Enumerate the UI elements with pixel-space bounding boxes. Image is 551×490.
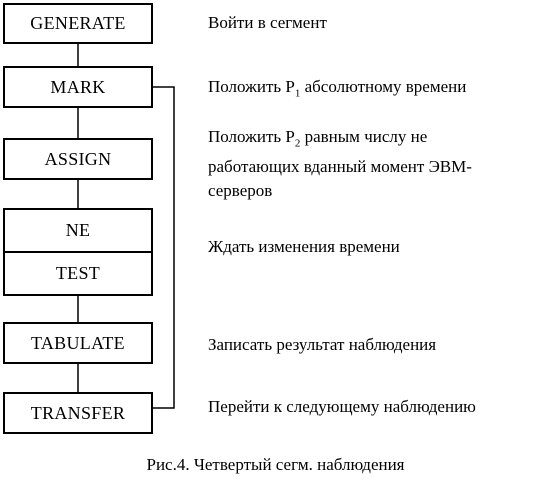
block-generate-label: GENERATE xyxy=(30,13,126,33)
block-transfer-label: TRANSFER xyxy=(30,402,126,423)
block-test-label: TEST xyxy=(55,263,101,283)
desc-mark: Положить $Р_1$ абсолютному времени xyxy=(208,77,467,100)
block-ne-label: NE xyxy=(65,220,91,240)
block-tabulate xyxy=(3,322,153,364)
figure-caption: Рис.4. Четвертый сегм. наблюдения xyxy=(146,455,405,474)
loop-transfer-to-mark xyxy=(153,87,174,408)
desc-tabulate: Записать результат наблюдения xyxy=(208,335,437,354)
block-tabulate-label: TABULATE xyxy=(31,332,125,353)
block-transfer xyxy=(3,392,153,434)
desc-assign: Положить $Р_2$ равным числу не работающих вданный момент ЭВМ- серверов xyxy=(208,127,472,201)
desc-transfer: Перейти к следующему наблюдению xyxy=(208,397,476,416)
block-ne xyxy=(3,208,153,253)
block-assign-label: ASSIGN xyxy=(44,148,112,169)
block-mark xyxy=(3,66,153,108)
block-test xyxy=(3,251,153,296)
block-mark-label: MARK xyxy=(50,76,106,97)
desc-ne: Ждать изменения времени xyxy=(208,237,400,256)
desc-generate: Войти в сегмент xyxy=(208,13,327,32)
block-generate xyxy=(3,3,153,44)
block-assign xyxy=(3,138,153,180)
